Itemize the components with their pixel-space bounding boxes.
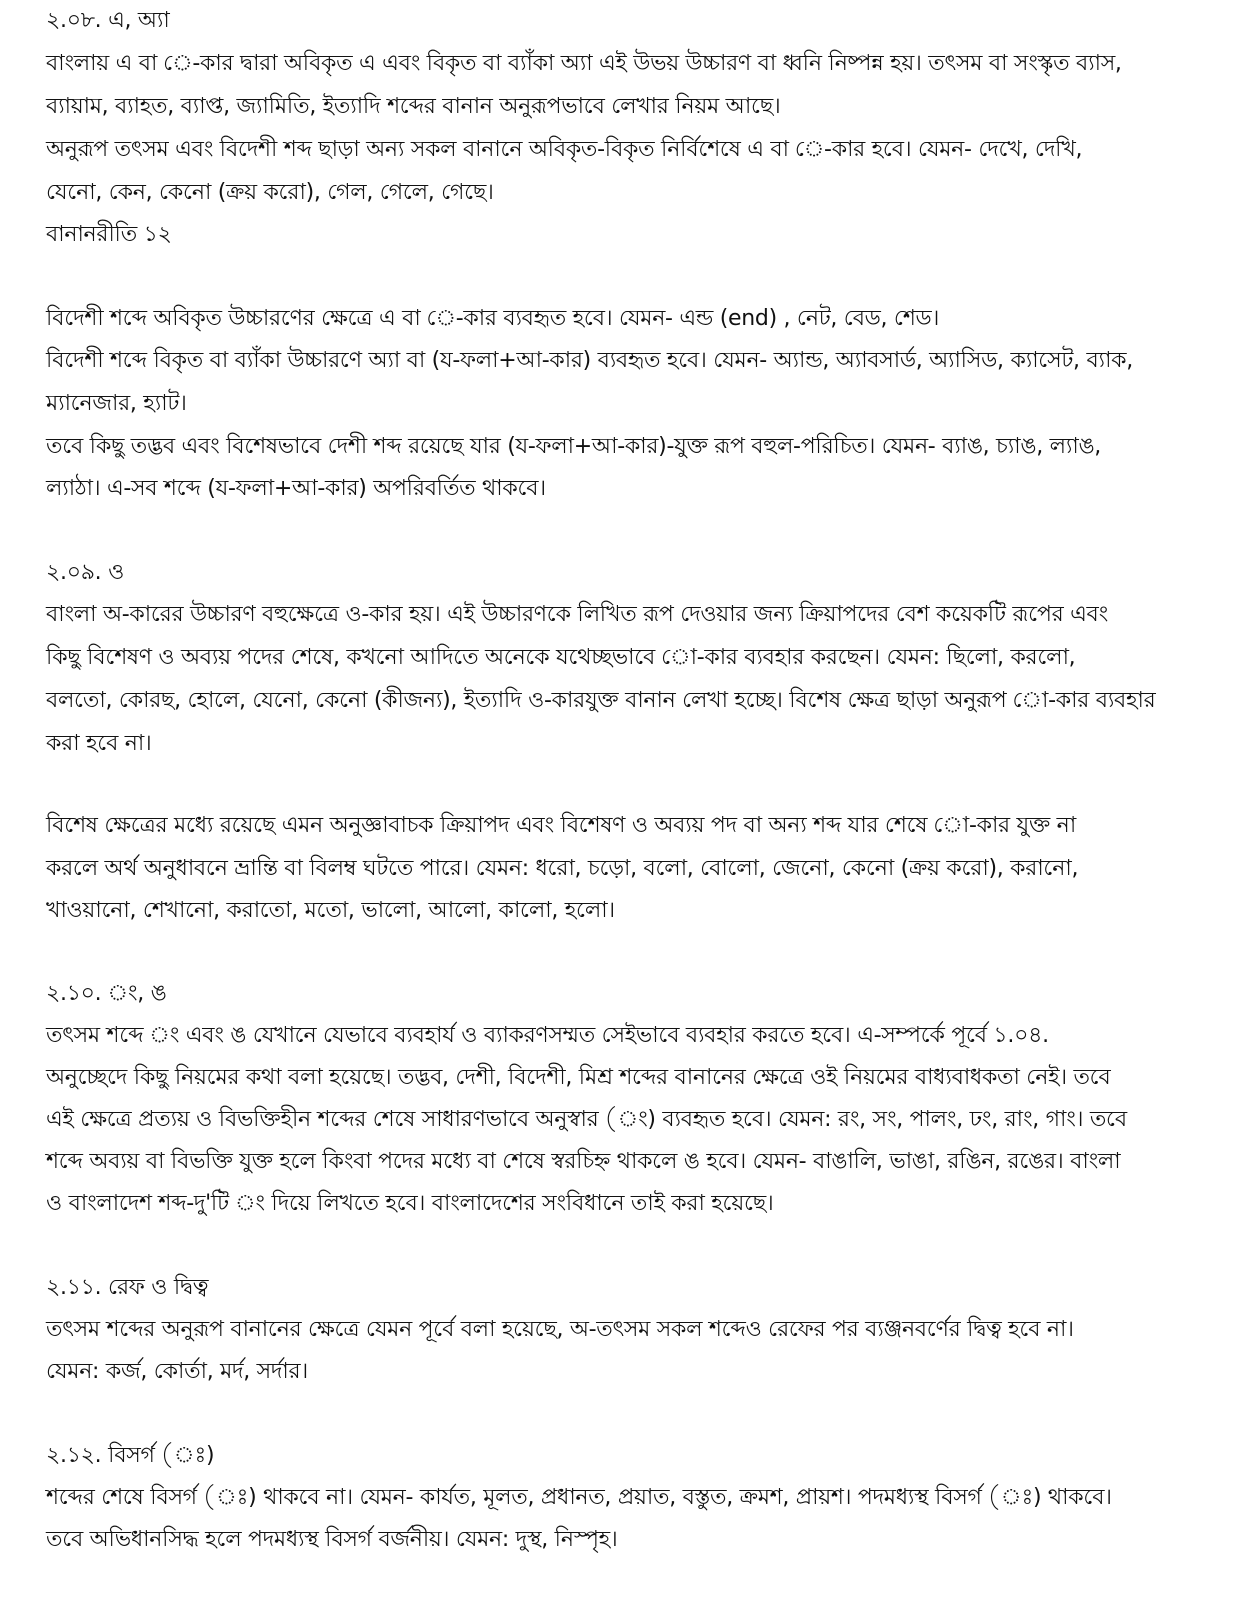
paragraph-line: করলে অর্থ অনুধাবনে ভ্রান্তি বা বিলম্ব ঘটতে পারে। যেমন: ধরো, চড়ো, বলো, বোলো, জেনো, কেনো (ক্রয় করো), করানো, xyxy=(46,856,1079,881)
paragraph-line: ম্যানেজার, হ্যাট। xyxy=(46,391,187,416)
paragraph-line: করা হবে না। xyxy=(46,731,152,756)
paragraph-line: তবে অভিধানসিদ্ধ হলে পদমধ্যস্থ বিসর্গ বর্জনীয়। যেমন: দুস্থ, নিস্পৃহ। xyxy=(46,1527,618,1552)
paragraph-line: বিশেষ ক্ষেত্রের মধ্যে রয়েছে এমন অনুজ্ঞাবাচক ক্রিয়াপদ এবং বিশেষণ ও অব্যয় পদ বা অন্য শব্দ যার শেষে ো-কার যুক্ত না xyxy=(46,813,1076,838)
paragraph-line: তৎসম শব্দে ং এবং ঙ যেখানে যেভাবে ব্যবহার্য ও ব্যাকরণসম্মত সেইভাবে ব্যবহার করতে হবে। এ-সম্পর্কে পূর্বে ১.০৪. xyxy=(46,1023,1049,1048)
section-heading-2-10: ২.১০. ং, ঙ xyxy=(46,981,167,1006)
paragraph-line: তৎসম শব্দের অনুরূপ বানানের ক্ষেত্রে যেমন পূর্বে বলা হয়েছে, অ-তৎসম সকল শব্দেও রেফের পর ব্যঞ্জনবর্ণের দ্বিত্ব হবে না। xyxy=(46,1317,1074,1342)
paragraph-line: খাওয়ানো, শেখানো, করাতো, মতো, ভালো, আলো, কালো, হলো। xyxy=(46,898,615,923)
paragraph-line: বলতো, কোরছ, হোলে, যেনো, কেনো (কীজন্য), ইত্যাদি ও-কারযুক্ত বানান লেখা হচ্ছে। বিশেষ ক্ষেত্র ছাড়া অনুরূপ ো-কার ব্যবহার xyxy=(46,688,1156,713)
paragraph-line: বাংলায় এ বা ে-কার দ্বারা অবিকৃত এ এবং বিকৃত বা ব্যাঁকা অ্যা এই উভয় উচ্চারণ বা ধ্বনি নিষ্পন্ন হয়। তৎসম বা সংস্কৃত ব্যাস, xyxy=(46,51,1122,76)
paragraph-line: ও বাংলাদেশ শব্দ-দু'টি ং দিয়ে লিখতে হবে। বাংলাদেশের সংবিধানে তাই করা হয়েছে। xyxy=(46,1191,774,1216)
paragraph-line: শব্দের শেষে বিসর্গ (ঃ) থাকবে না। যেমন- কার্যত, মূলত, প্রধানত, প্রয়াত, বস্তুত, ক্রমশ, প্রায়শ। পদমধ্যস্থ বিসর্গ (ঃ) থাকবে। xyxy=(46,1485,1112,1510)
section-heading-2-08: ২.০৮. এ, অ্যা xyxy=(46,8,170,33)
paragraph-line: অনুরূপ তৎসম এবং বিদেশী শব্দ ছাড়া অন্য সকল বানানে অবিকৃত-বিকৃত নির্বিশেষে এ বা ে-কার হবে। যেমন- দেখে, দেখি, xyxy=(46,137,1083,162)
rule-heading-12: বানানরীতি ১২ xyxy=(46,222,172,247)
paragraph-line: ব্যায়াম, ব্যাহত, ব্যাপ্ত, জ্যামিতি, ইত্যাদি শব্দের বানান অনুরূপভাবে লেখার নিয়ম আছে। xyxy=(46,94,781,119)
paragraph-line: কিছু বিশেষণ ও অব্যয় পদের শেষে, কখনো আদিতে অনেকে যথেচ্ছভাবে ো-কার ব্যবহার করছেন। যেমন: ছিলো, করলো, xyxy=(46,645,1076,670)
paragraph-line: অনুচ্ছেদে কিছু নিয়মের কথা বলা হয়েছে। তদ্ভব, দেশী, বিদেশী, মিশ্র শব্দের বানানের ক্ষেত্রে ওই নিয়মের বাধ্যবাধকতা নেই। তবে xyxy=(46,1065,1111,1090)
paragraph-line: এই ক্ষেত্রে প্রত্যয় ও বিভক্তিহীন শব্দের শেষে সাধারণভাবে অনুস্বার (ং) ব্যবহৃত হবে। যেমন: রং, সং, পালং, ঢং, রাং, গাং। তবে xyxy=(46,1107,1127,1132)
paragraph-line: তবে কিছু তদ্ভব এবং বিশেষভাবে দেশী শব্দ রয়েছে যার (য-ফলা+আ-কার)-যুক্ত রূপ বহুল-পরিচিত। যেমন- ব্যাঙ, চ্যাঙ, ল্যাঙ, xyxy=(46,434,1101,459)
paragraph-line: বাংলা অ-কারের উচ্চারণ বহুক্ষেত্রে ও-কার হয়। এই উচ্চারণকে লিখিত রূপ দেওয়ার জন্য ক্রিয়াপদের বেশ কয়েকটি রূপের এবং xyxy=(46,602,1108,627)
paragraph-line: শব্দে অব্যয় বা বিভক্তি যুক্ত হলে কিংবা পদের মধ্যে বা শেষে স্বরচিহ্ন থাকলে ঙ হবে। যেমন- বাঙালি, ভাঙা, রঙিন, রঙের। বাংলা xyxy=(46,1149,1121,1174)
paragraph-line: ল্যাঠা। এ-সব শব্দে (য-ফলা+আ-কার) অপরিবর্তিত থাকবে। xyxy=(46,476,546,501)
section-heading-2-11: ২.১১. রেফ ও দ্বিত্ব xyxy=(46,1275,209,1300)
section-heading-2-09: ২.০৯. ও xyxy=(46,560,124,585)
paragraph-line: বিদেশী শব্দে বিকৃত বা ব্যাঁকা উচ্চারণে অ্যা বা (য-ফলা+আ-কার) ব্যবহৃত হবে। যেমন- অ্যান্ড, অ্যাবসার্ড, অ্যাসিড, ক্যাসেট, ব্যাক, xyxy=(46,348,1133,373)
paragraph-line: যেমন: কর্জ, কোর্তা, মর্দ, সর্দার। xyxy=(46,1359,308,1384)
paragraph-line: যেনো, কেন, কেনো (ক্রয় করো), গেল, গেলে, গেছে। xyxy=(46,180,494,205)
section-heading-2-12: ২.১২. বিসর্গ (ঃ) xyxy=(46,1443,215,1468)
paragraph-line: বিদেশী শব্দে অবিকৃত উচ্চারণের ক্ষেত্রে এ বা ে-কার ব্যবহৃত হবে। যেমন- এন্ড (end) , নেট, বেড, শেড। xyxy=(46,306,940,331)
